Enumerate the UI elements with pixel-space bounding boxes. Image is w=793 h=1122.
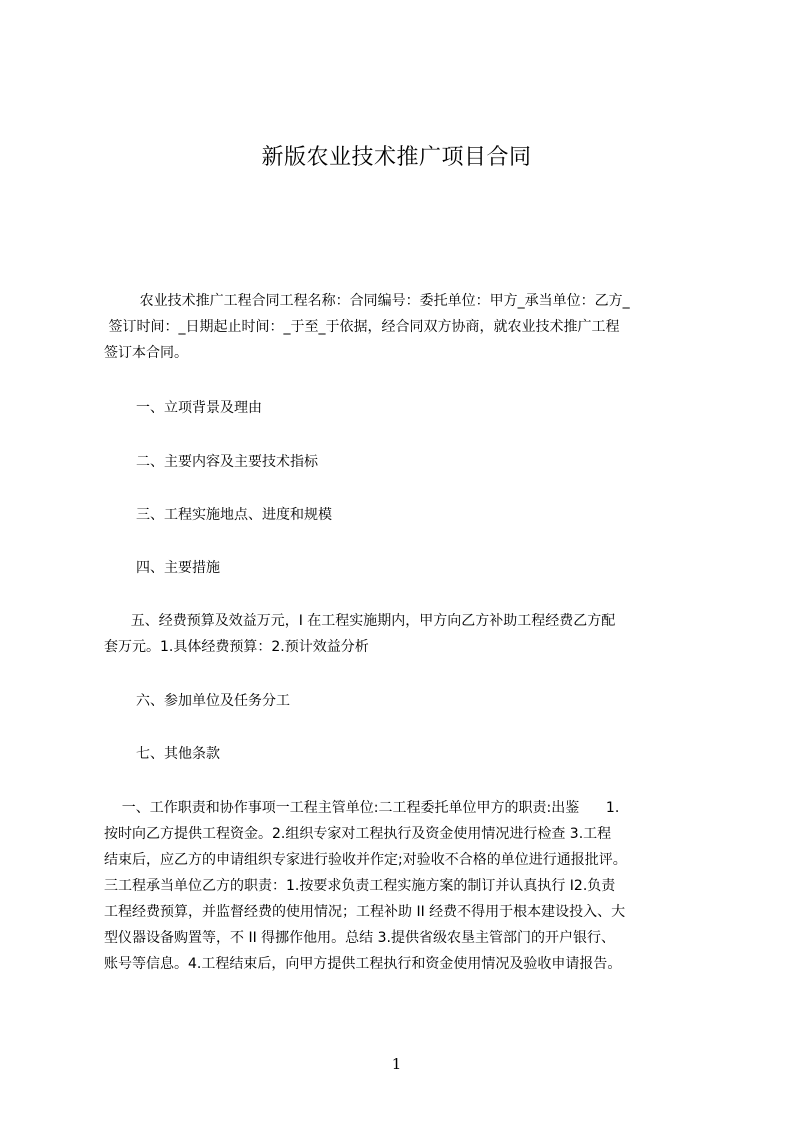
- intro-paragraph: [104, 288, 700, 366]
- section-heading-6: 六、参加单位及任务分工: [136, 693, 290, 709]
- clause-line-2: 按时向乙方提供工程资金。2.组织专家对工程执行及资金使用情况进行检查 3.工程: [104, 826, 612, 842]
- clause-paragraph: [104, 795, 700, 977]
- clause-line-5: 工程经费预算，并监督经费的使用情况；工程补助 II 经费不得用于根本建设投入、大: [104, 904, 626, 920]
- intro-line-1: 农业技术推广工程合同工程名称：合同编号：委托单位：甲方_承当单位：乙方_: [104, 293, 630, 309]
- section-heading-4: 四、主要措施: [136, 560, 220, 576]
- document-title: 新版农业技术推广项目合同: [261, 145, 532, 170]
- section-5-line-2: 套万元。1.具体经费预算：2.预计效益分析: [104, 639, 369, 655]
- section-heading-2: 二、主要内容及主要技术指标: [136, 454, 318, 470]
- clause-line-7: 账号等信息。4.工程结束后，向甲方提供工程执行和资金使用情况及验收申请报告。: [104, 956, 622, 972]
- section-heading-7: 七、其他条款: [136, 746, 220, 762]
- section-heading-1: 一、立项背景及理由: [136, 400, 262, 416]
- clause-line-6: 型仪器设备购置等，不 II 得挪作他用。总结 3.提供省级农垦主管部门的开户银行、: [104, 930, 615, 946]
- intro-line-2: 签订时间：_日期起止时间：_于至_于依据，经合同双方协商，就农业技术推广工程: [104, 319, 620, 335]
- clause-line-4: 三工程承当单位乙方的职责：1.按要求负责工程实施方案的制订并认真执行 I2.负责: [104, 878, 616, 894]
- page-number: 1: [391, 1055, 402, 1073]
- section-5-paragraph: [104, 608, 700, 660]
- clause-line-3: 结束后，应乙方的申请组织专家进行验收并作定;对验收不合格的单位进行通报批评。: [104, 852, 627, 868]
- clause-line-1: 一、工作职责和协作事项一工程主管单位:二工程委托单位甲方的职责:出鉴 1.: [104, 800, 620, 816]
- section-heading-3: 三、工程实施地点、进度和规模: [136, 507, 332, 523]
- intro-line-3: 签订本合同。: [104, 345, 188, 361]
- section-5-line-1: 五、经费预算及效益万元，I 在工程实施期内，甲方向乙方补助工程经费乙方配: [104, 613, 616, 629]
